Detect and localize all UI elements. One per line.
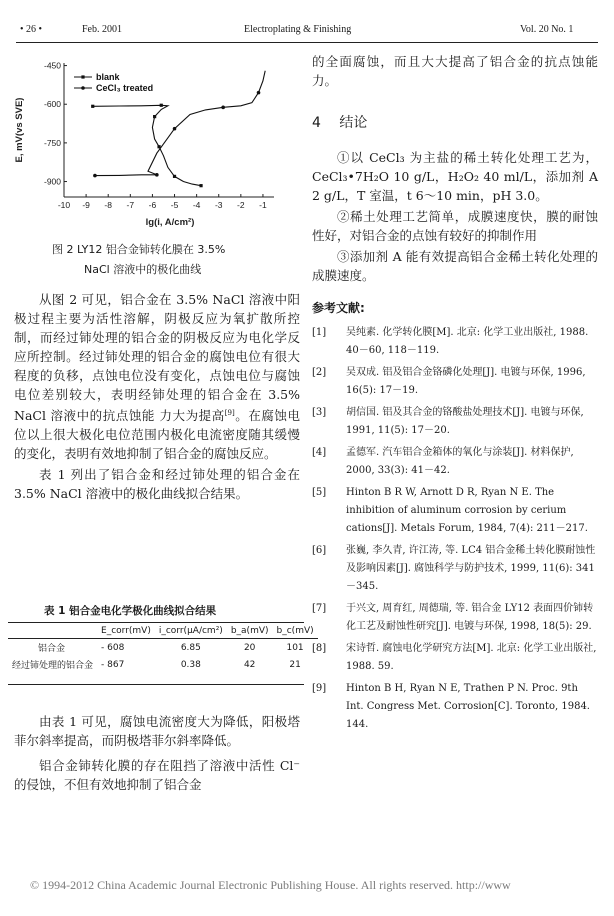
reference-number: [7]: [312, 603, 327, 614]
data-point-cecl3: [257, 91, 261, 95]
section-heading: [312, 112, 598, 132]
conclusion-2: ②稀土处理工艺简单，成膜速度快，膜的耐蚀性好，对铝合金的点蚀有较好的抑制作用: [312, 209, 598, 243]
reference-number: [5]: [312, 487, 327, 498]
reference-text: 吴双成. 铝及铝合金铬磷化处理[J]. 电镀与环保, 1996, 16(5): 17－19.: [346, 367, 586, 396]
x-tick-label: -5: [170, 200, 179, 210]
reference-item: [312, 680, 598, 734]
paragraph-text: 从图 2 可见，铝合金在 3.5% NaCl 溶液中阳极过程主要为活性溶解，阴极反应为氧扩散所控制，而经过铈处理的铝合金的阴极反应为电化学反应所控制。经过铈处理的铝合金的腐蚀电位有很大程度的负移，点蚀电位没有变化，点蚀电位与腐蚀电位差别较大，表明经铈处理的铝合金在 3.5% NaCl 溶液中的抗点蚀能 力大为提高: [14, 292, 300, 424]
legend-marker-cecl3: [81, 86, 85, 90]
table-cell: 42: [243, 659, 256, 670]
x-tick-label: -6: [148, 200, 157, 210]
table-bottom-rule: [8, 684, 304, 685]
reference-item: [312, 600, 598, 636]
table-header-cell: b_c(mV): [276, 626, 314, 636]
left-column-bottom: [14, 712, 300, 794]
x-tick-label: -8: [104, 200, 112, 210]
table-cell: 20: [243, 642, 256, 653]
table-row: [8, 656, 318, 673]
reference-text: 孟德军. 汽车铝合金箱体的氧化与涂装[J]. 材料保护, 2000, 33(3): 41－42.: [346, 447, 574, 476]
reference-item: [312, 324, 598, 360]
data-point-cecl3: [221, 106, 225, 110]
reference-number: [4]: [312, 447, 327, 458]
right-column: [312, 52, 598, 738]
conclusion-3: ③添加剂 A 能有效提高铝合金稀土转化处理的成膜速度。: [312, 249, 598, 283]
y-tick-label: -900: [43, 176, 61, 187]
x-tick-label: -3: [214, 200, 223, 210]
y-tick-label: -750: [43, 137, 61, 148]
reference-text: 吴纯素. 化学转化膜[M]. 北京: 化学工业出版社, 1988. 40－60, 118－119.: [346, 327, 589, 356]
reference-text: Hinton B R W, Arnott D R, Ryan N E. The inhibition of aluminum corrosion by cerium cations[J]. Metals Forum, 1984, 7(4): 211－217.: [346, 487, 588, 534]
reference-item: [312, 404, 598, 440]
x-tick-label: -10: [57, 200, 71, 210]
table-cell: - 608: [101, 642, 125, 653]
references-title: 参考文献:: [312, 301, 365, 315]
legend-label: blank: [96, 72, 120, 82]
reference-text: 张巍, 李久青, 许江涛, 等. LC4 铝合金稀土转化膜耐蚀性及影响因素[J]. 腐蚀科学与防护技术, 1999, 11(6): 341－345.: [346, 545, 596, 592]
reference-item: [312, 444, 598, 480]
citation-9: [9]: [224, 409, 235, 417]
journal-name: Electroplating & Finishing: [244, 24, 352, 35]
table-cell: 铝合金: [38, 644, 66, 654]
table-cell: 0.38: [180, 659, 201, 670]
paragraph-continued: 的全面腐蚀，而且大大提高了铝合金的抗点蚀能力。: [312, 54, 598, 88]
figure-caption-line-2: NaCl 溶液中的极化曲线: [84, 263, 202, 276]
paragraph-film-effect: 铝合金铈转化膜的存在阻挡了溶液中活性 Cl⁻ 的侵蚀，不但有效地抑制了铝合金: [14, 758, 300, 792]
reference-item: [312, 542, 598, 596]
table-header-row: [8, 624, 318, 639]
reference-number: [2]: [312, 367, 327, 378]
x-axis-label: lg(i, A/cm²): [145, 217, 195, 228]
reference-item: [312, 364, 598, 400]
reference-item: [312, 484, 598, 538]
x-tick-label: -1: [259, 200, 267, 210]
reference-number: [9]: [312, 683, 327, 694]
header-rule: [16, 42, 598, 43]
x-ticks: [58, 194, 267, 210]
data-point-blank: [91, 105, 94, 108]
data-point-blank: [160, 104, 163, 107]
table-title: 表 1 铝合金电化学极化曲线拟合结果: [44, 605, 217, 617]
section-title: 结论: [339, 115, 368, 131]
table-top-rule: [8, 622, 304, 623]
reference-number: [1]: [312, 327, 327, 338]
paragraph-table-discussion: 由表 1 可见，腐蚀电流密度大为降低，阳极塔菲尔斜率提高，而阴极塔菲尔斜率降低。: [14, 714, 300, 748]
y-tick-label: -600: [43, 99, 61, 110]
section-number: 4: [312, 115, 321, 131]
issue-date: Feb. 2001: [82, 24, 122, 35]
reference-number: [3]: [312, 407, 327, 418]
reference-list: [312, 324, 598, 734]
reference-number: [8]: [312, 643, 327, 654]
table-cell: 21: [289, 659, 301, 670]
page-number: • 26 •: [20, 24, 43, 35]
data-point-blank: [173, 175, 176, 178]
table-row: [8, 639, 318, 657]
reference-text: 胡信国. 铝及其合金的铬酸盐处理技术[J]. 电镀与环保, 1991, 11(5): 17－20.: [346, 407, 584, 436]
copyright-footer: © 1994-2012 China Academic Journal Electronic Publishing House. All rights reserved. http://www: [30, 878, 511, 892]
legend-marker-blank: [81, 75, 84, 78]
reference-text: 宋诗哲. 腐蚀电化学研究方法[M]. 北京: 化学工业出版社, 1988. 59.: [346, 643, 597, 672]
polarization-chart: [10, 55, 302, 235]
paragraph-fig2-discussion: [14, 290, 300, 463]
table-cell: 6.85: [180, 642, 201, 653]
legend-label: CeCl₃ treated: [96, 83, 154, 93]
x-tick-label: -7: [126, 200, 135, 210]
x-tick-label: -4: [192, 200, 201, 210]
table-header-cell: i_corr(μA/cm²): [158, 626, 223, 636]
conclusion-1: ①以 CeCl₃ 为主盐的稀土转化处理工艺为，CeCl₃•7H₂O 10 g/L，H₂O₂ 40 ml/L，添加剂 A 2 g/L，T 室温，t 6～10 min，pH 3.0。: [312, 150, 598, 203]
table-header-cell: E_corr(mV): [101, 626, 151, 636]
figure-caption: [52, 240, 225, 280]
data-point-blank: [199, 184, 202, 187]
data-point-cecl3: [155, 173, 159, 177]
data-point-cecl3: [93, 174, 97, 178]
table-header-cell: [8, 624, 97, 639]
y-tick-label: -450: [43, 60, 61, 71]
chart-legend: [74, 72, 153, 93]
reference-text: 于兴文, 周育红, 周德瑞, 等. 铝合金 LY12 表面四价铈转化工艺及耐蚀性研究[J]. 电镀与环保, 1998, 18(5): 29.: [346, 603, 594, 632]
volume-info: Vol. 20 No. 1: [520, 24, 574, 35]
paragraph-text-rest: 。在腐蚀电位以上很大极化电位范围内极化电流密度随其缓慢的变化，表明有效地抑制了铝合金的腐蚀反应。: [14, 408, 300, 462]
data-point-blank: [153, 115, 156, 118]
reference-text: Hinton B H, Ryan N E, Trathen P N. Proc. 9th Int. Congress Met. Corrosion[C]. Toronto, 1984. 144.: [346, 683, 590, 730]
x-tick-label: -2: [237, 200, 245, 210]
figure-caption-line-1: 图 2 LY12 铝合金铈转化膜在 3.5%: [52, 243, 226, 256]
results-table: [8, 624, 318, 673]
reference-item: [312, 640, 598, 676]
left-column: [14, 290, 300, 503]
x-tick-label: -9: [82, 200, 90, 210]
reference-number: [6]: [312, 545, 327, 556]
table-cell: 经过铈处理的铝合金: [12, 661, 94, 671]
table-cell: 101: [286, 642, 304, 653]
data-point-cecl3: [173, 127, 177, 131]
y-axis-label: E, mV(vs SVE): [14, 97, 25, 163]
paragraph-table-intro: 表 1 列出了铝合金和经过铈处理的铝合金在 3.5% NaCl 溶液中的极化曲线拟合结果。: [14, 467, 300, 502]
table-header-cell: b_a(mV): [230, 626, 269, 636]
series-line-blank: [93, 105, 201, 185]
table-cell: - 867: [101, 659, 125, 670]
